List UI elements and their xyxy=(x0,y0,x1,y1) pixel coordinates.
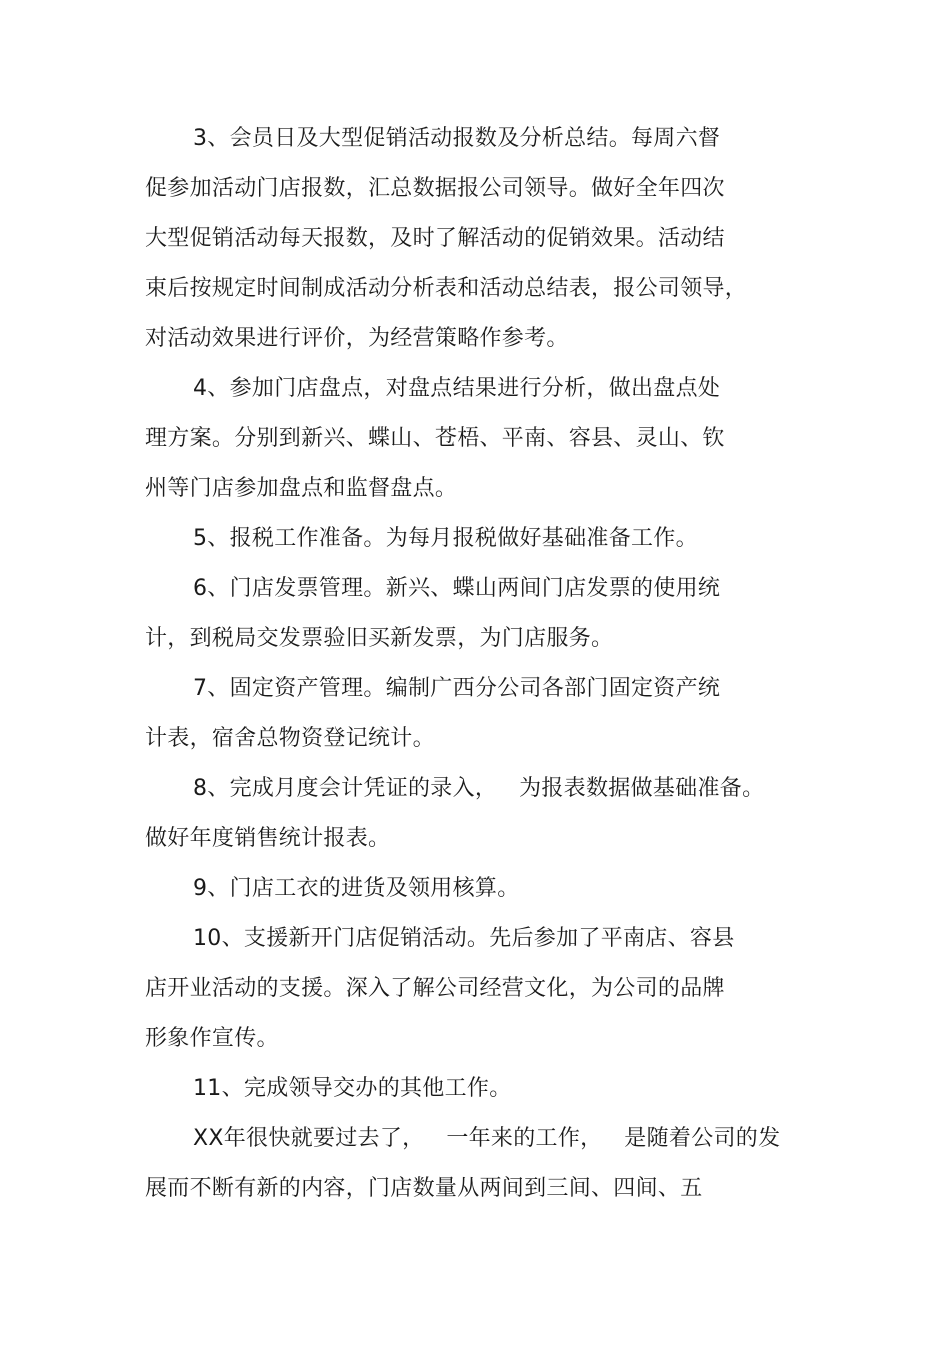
text-line: 州等门店参加盘点和监督盘点。 xyxy=(145,476,458,501)
text-line: 计，到税局交发票验旧买新发票，为门店服务。 xyxy=(145,626,614,651)
text-line: 4、参加门店盘点，对盘点结果进行分析，做出盘点处 xyxy=(193,376,721,401)
text-line: 店开业活动的支援。深入了解公司经营文化，为公司的品牌 xyxy=(145,976,725,1001)
text-line: 计表，宿舍总物资登记统计。 xyxy=(145,726,435,751)
text-line: 8、完成月度会计凭证的录入， 为报表数据做基础准备。 xyxy=(193,776,765,801)
text-line: 5、报税工作准备。为每月报税做好基础准备工作。 xyxy=(193,526,698,551)
text-line: XX年很快就要过去了， 一年来的工作， 是随着公司的发 xyxy=(193,1126,781,1151)
text-line: 做好年度销售统计报表。 xyxy=(145,826,391,851)
text-line: 7、固定资产管理。编制广西分公司各部门固定资产统 xyxy=(193,676,721,701)
text-line: 形象作宣传。 xyxy=(145,1026,279,1051)
text-line: 展而不断有新的内容，门店数量从两间到三间、四间、五 xyxy=(145,1176,703,1201)
text-line: 11、完成领导交办的其他工作。 xyxy=(193,1076,512,1101)
text-line: 对活动效果进行评价，为经营策略作参考。 xyxy=(145,326,569,351)
text-line: 理方案。分别到新兴、蝶山、苍梧、平南、容县、灵山、钦 xyxy=(145,426,725,451)
text-line: 促参加活动门店报数，汇总数据报公司领导。做好全年四次 xyxy=(145,176,725,201)
text-line: 6、门店发票管理。新兴、蝶山两间门店发票的使用统 xyxy=(193,576,721,601)
text-line: 束后按规定时间制成活动分析表和活动总结表，报公司领导， xyxy=(145,276,748,301)
text-line: 3、会员日及大型促销活动报数及分析总结。每周六督 xyxy=(193,126,721,151)
text-line: 9、门店工衣的进货及领用核算。 xyxy=(193,876,520,901)
text-line: 大型促销活动每天报数，及时了解活动的促销效果。活动结 xyxy=(145,226,725,251)
text-line: 10、支援新开门店促销活动。先后参加了平南店、容县 xyxy=(193,926,735,951)
